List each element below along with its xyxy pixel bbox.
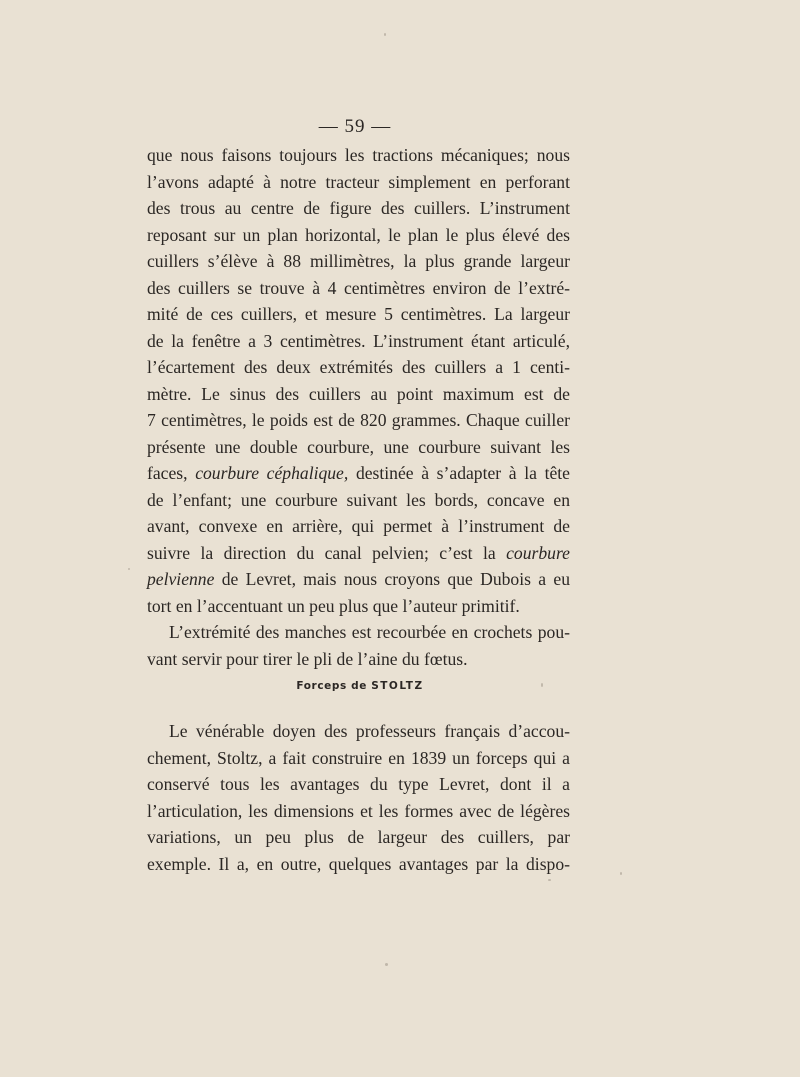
text-line: vant servir pour tirer le pli de l’aine du fœtus. <box>147 648 468 669</box>
text-line: L’extrémité des manches est recourbée en crochets pou- <box>169 622 570 642</box>
text-line: des trous au centre de figure des cuillers. L’instrument <box>147 198 570 218</box>
text-line: de la fenêtre a 3 centimètres. L’instrument étant articulé, <box>147 330 570 351</box>
text-line: mité de ces cuillers, et mesure 5 centimètres. La largeur <box>147 304 570 324</box>
text-line: conservé tous les avantages du type Levret, dont il a <box>147 774 570 794</box>
text-run: faces, <box>147 463 188 483</box>
text-line: variations, un peu plus de largeur des cuillers, par <box>147 827 570 847</box>
text-line: avant, convexe en arrière, qui permet à l’instrument de <box>147 516 570 536</box>
text-line: chement, Stoltz, a fait construire en 1839 un forceps qui a <box>147 747 570 768</box>
text-line: 7 centimètres, le poids est de 820 grammes. Chaque cuiller <box>147 410 570 430</box>
text-run: destinée à s’adapter à la tête <box>355 463 570 483</box>
text-line: mètre. Le sinus des cuillers au point maximum est de <box>147 383 570 404</box>
text-line-with-italic <box>147 540 570 567</box>
text-line: exemple. Il a, en outre, quelques avantages par la dispo- <box>147 853 570 874</box>
text-line: l’avons adapté à notre tracteur simplement en perforant <box>147 171 570 192</box>
paper-speck <box>620 872 622 875</box>
paper-speck <box>128 568 130 570</box>
italic-term-pelvienne: pelvienne <box>147 569 215 589</box>
text-line: l’articulation, les dimensions et les formes avec de légères <box>147 800 570 821</box>
paper-speck <box>384 33 386 36</box>
text-line: présente une double courbure, une courbure suivant les <box>147 436 570 457</box>
text-line: que nous faisons toujours les tractions mécaniques; nous <box>147 145 570 165</box>
text-line: l’écartement des deux extrémités des cuillers a 1 centi- <box>147 357 570 377</box>
text-line: reposant sur un plan horizontal, le plan le plus élevé des <box>147 224 570 245</box>
text-line-with-italic <box>147 460 570 487</box>
text-run: suivre la direction du canal pelvien; c’est la <box>147 542 496 563</box>
section-heading-name: STOLTZ <box>371 680 424 692</box>
section-heading-prefix: Forceps de <box>296 680 367 692</box>
page-number: — 59 — <box>318 116 392 137</box>
body-text-top <box>147 142 570 672</box>
text-line: Le vénérable doyen des professeurs français d’accou- <box>169 721 570 741</box>
text-run: de Levret, mais nous croyons que Dubois a eu <box>221 569 570 589</box>
text-line-with-italic <box>147 566 570 593</box>
text-line: tort en l’accentuant un peu plus que l’auteur primitif. <box>147 595 520 616</box>
italic-term-courbure-cephalique: courbure céphalique, <box>195 463 349 483</box>
paper-speck <box>541 683 543 687</box>
text-line: de l’enfant; une courbure suivant les bords, concave en <box>147 489 570 510</box>
section-heading <box>0 680 720 692</box>
paper-speck <box>385 963 388 966</box>
text-line: cuillers s’élève à 88 millimètres, la plus grande largeur <box>147 251 570 271</box>
text-line: des cuillers se trouve à 4 centimètres environ de l’extré- <box>147 277 570 298</box>
italic-term-courbure: courbure <box>506 542 570 563</box>
paper-speck <box>548 879 551 881</box>
body-text-bottom <box>147 718 570 877</box>
